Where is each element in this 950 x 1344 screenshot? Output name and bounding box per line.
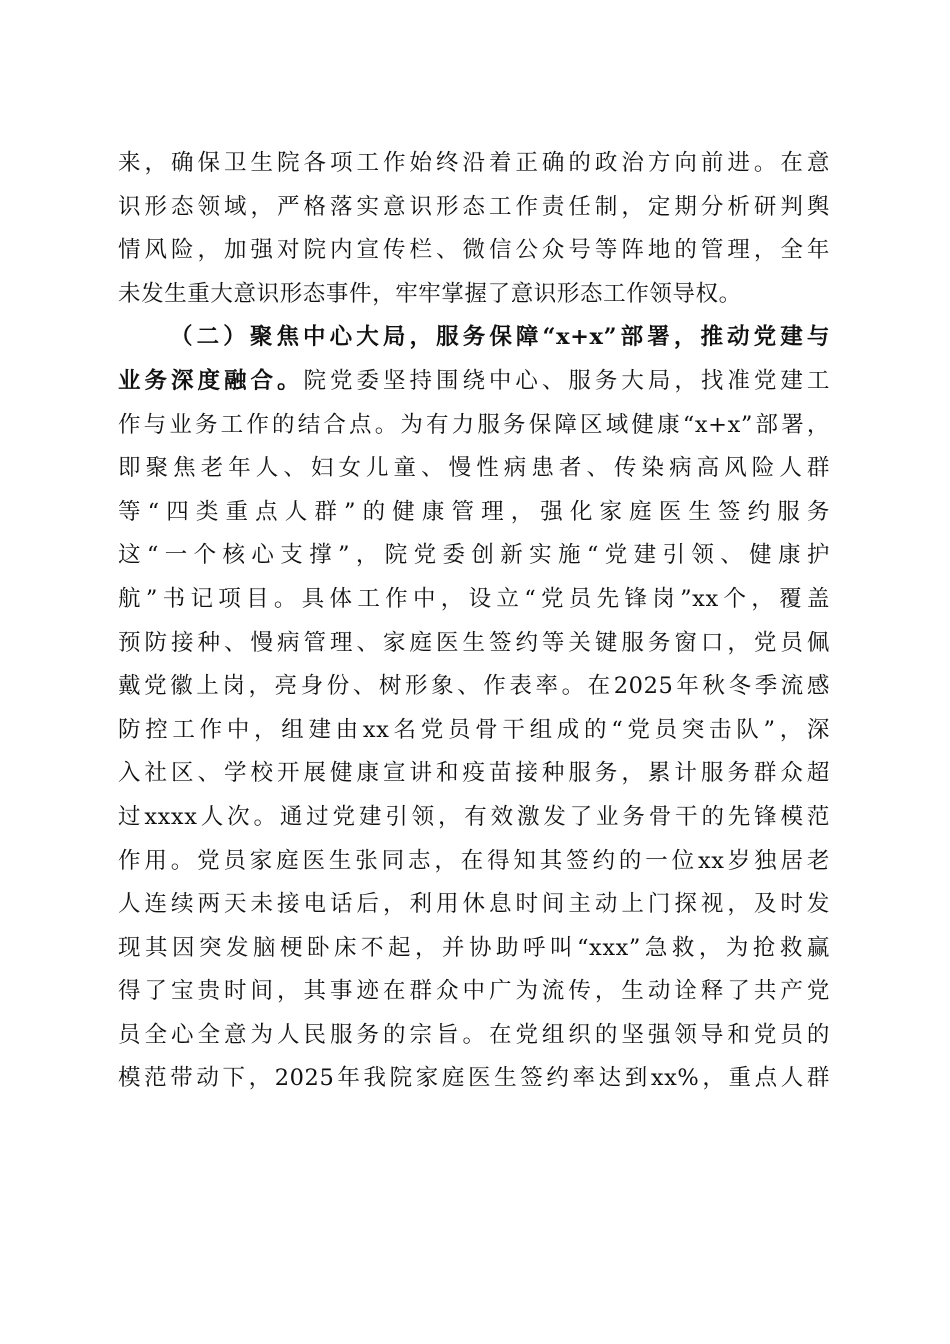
text-line: 情风险，加强对院内宣传栏、微信公众号等阵地的管理，全年	[118, 237, 830, 264]
text-line: 作与业务工作的结合点。为有力服务保障区域健康“x+x”部署，	[118, 411, 830, 438]
text-line: 现其因突发脑梗卧床不起，并协助呼叫“xxx”急救，为抢救赢	[118, 934, 830, 961]
text-line: 预防接种、慢病管理、家庭医生签约等关键服务窗口，党员佩	[118, 629, 830, 656]
text-line: 员全心全意为人民服务的宗旨。在党组织的坚强领导和党员的	[118, 1021, 830, 1048]
paragraph-2	[118, 316, 830, 1101]
text-line: 作用。党员家庭医生张同志，在得知其签约的一位xx岁独居老	[118, 847, 830, 874]
text-line: 戴党徽上岗，亮身份、树形象、作表率。在2025年秋冬季流感	[118, 673, 830, 700]
text-line: 等“四类重点人群”的健康管理，强化家庭医生签约服务	[118, 498, 830, 525]
text-line: 模范带动下，2025年我院家庭医生签约率达到xx%，重点人群	[118, 1065, 830, 1092]
text-line: 未发生重大意识形态事件，牢牢掌握了意识形态工作领导权。	[118, 280, 742, 307]
text-line: 识形态领域，严格落实意识形态工作责任制，定期分析研判舆	[118, 193, 830, 220]
text-line: 入社区、学校开展健康宣讲和疫苗接种服务，累计服务群众超	[118, 760, 830, 787]
text-line-rest: 院党委坚持围绕中心、服务大局，找准党建工	[303, 367, 830, 394]
text-line	[118, 360, 830, 404]
text-line: 即聚焦老年人、妇女儿童、慢性病患者、传染病高风险人群	[118, 455, 830, 482]
paragraph-1	[118, 142, 830, 316]
document-body	[118, 142, 830, 1101]
text-line: 得了宝贵时间，其事迹在群众中广为流传，生动诠释了共产党	[118, 978, 830, 1005]
section-heading-line: （二）聚焦中心大局，服务保障“x+x”部署，推动党建与	[170, 324, 830, 351]
text-line: 来，确保卫生院各项工作始终沿着正确的政治方向前进。在意	[118, 150, 830, 176]
text-line: 过xxxx人次。通过党建引领，有效激发了业务骨干的先锋模范	[118, 803, 830, 830]
section-heading-end: 业务深度融合。	[118, 367, 304, 394]
text-line: 防控工作中，组建由xx名党员骨干组成的“党员突击队”，深	[118, 716, 830, 743]
text-line: 航”书记项目。具体工作中，设立“党员先锋岗”xx个，覆盖	[118, 585, 830, 612]
text-line: 这“一个核心支撑”，院党委创新实施“党建引领、健康护	[118, 542, 830, 569]
text-line: 人连续两天未接电话后，利用休息时间主动上门探视，及时发	[118, 891, 830, 918]
